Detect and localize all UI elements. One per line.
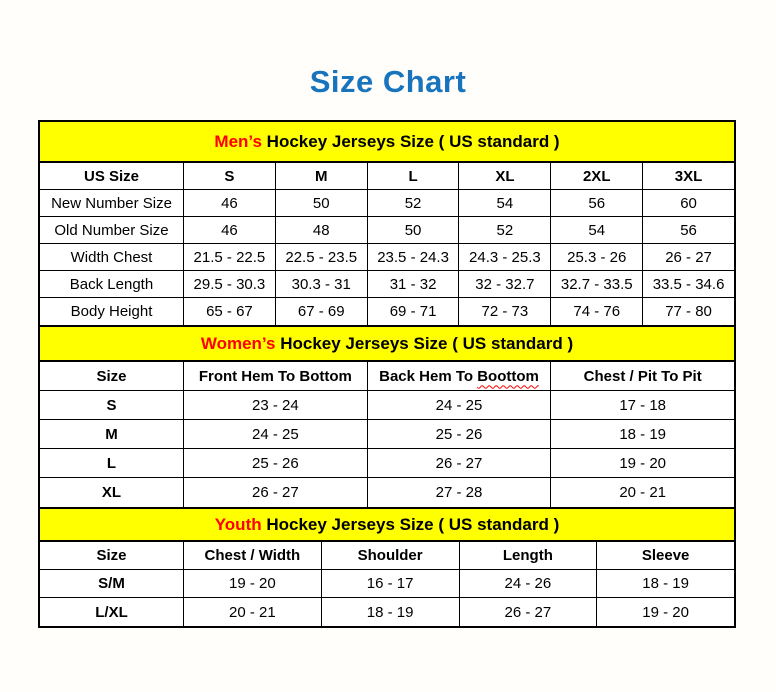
youth-cell: 18 - 19 bbox=[322, 598, 460, 626]
women-cell: 26 - 27 bbox=[184, 478, 368, 507]
youth-banner-rest: Hockey Jerseys Size ( US standard ) bbox=[261, 514, 560, 534]
youth-header-row bbox=[40, 542, 734, 570]
men-row-label: Body Height bbox=[40, 298, 184, 325]
women-cell: 18 - 19 bbox=[619, 425, 667, 443]
women-squiggle-wrap bbox=[379, 368, 539, 385]
men-cell: 67 - 69 bbox=[276, 298, 368, 325]
women-cell: 19 - 20 bbox=[619, 454, 667, 472]
youth-cell: 19 - 20 bbox=[184, 570, 322, 597]
youth-col-header-2: Shoulder bbox=[322, 542, 460, 569]
youth-row-label: L/XL bbox=[40, 598, 184, 626]
page-title: Size Chart bbox=[309, 64, 467, 99]
women-banner-rest: Hockey Jerseys Size ( US standard ) bbox=[275, 333, 574, 353]
women-row-label: M bbox=[40, 420, 184, 448]
men-cell: 56 bbox=[680, 221, 697, 239]
women-row-label: L bbox=[40, 449, 184, 477]
women-cell: 23 - 24 bbox=[184, 391, 368, 419]
women-row-3 bbox=[40, 478, 734, 507]
women-cell: 24 - 25 bbox=[368, 391, 552, 419]
men-cell: 65 - 67 bbox=[184, 298, 276, 325]
youth-row-0 bbox=[40, 570, 734, 598]
youth-cell: 26 - 27 bbox=[460, 598, 598, 626]
men-cell: 74 - 76 bbox=[551, 298, 643, 325]
youth-section bbox=[40, 507, 734, 626]
men-cell: 46 bbox=[184, 217, 276, 243]
men-cell: 32 - 32.7 bbox=[459, 271, 551, 297]
men-row-label: New Number Size bbox=[40, 190, 184, 216]
men-cell: 25.3 - 26 bbox=[551, 244, 643, 270]
men-cell: 54 bbox=[551, 217, 643, 243]
women-cell: 27 - 28 bbox=[368, 478, 552, 507]
men-cell: 52 bbox=[459, 217, 551, 243]
youth-col-header-3: Length bbox=[460, 542, 598, 569]
men-cell: 60 bbox=[680, 194, 697, 212]
men-banner-highlight: Men’s bbox=[214, 131, 262, 151]
men-cell: 29.5 - 30.3 bbox=[184, 271, 276, 297]
men-col-header-3: L bbox=[368, 163, 460, 189]
men-row-label: Old Number Size bbox=[40, 217, 184, 243]
men-cell: 48 bbox=[276, 217, 368, 243]
women-row-label: S bbox=[40, 391, 184, 419]
men-cell: 24.3 - 25.3 bbox=[459, 244, 551, 270]
women-section bbox=[40, 325, 734, 507]
women-header-row bbox=[40, 362, 734, 391]
women-cell: 24 - 25 bbox=[184, 420, 368, 448]
youth-banner-text bbox=[215, 515, 560, 535]
men-cell: 26 - 27 bbox=[665, 248, 712, 266]
men-cell: 31 - 32 bbox=[368, 271, 460, 297]
men-section bbox=[40, 122, 734, 325]
women-col-header-0: Size bbox=[40, 362, 184, 390]
youth-banner bbox=[40, 507, 734, 542]
men-cell: 77 - 80 bbox=[665, 303, 712, 320]
men-cell: 56 bbox=[551, 190, 643, 216]
men-col-header-4: XL bbox=[459, 163, 551, 189]
women-col-header-2 bbox=[368, 362, 552, 390]
men-row-0 bbox=[40, 190, 734, 217]
women-col-header-3: Chest / Pit To Pit bbox=[583, 367, 702, 385]
women-cell: 17 - 18 bbox=[619, 396, 667, 414]
youth-cell: 24 - 26 bbox=[460, 570, 598, 597]
men-col-header-1: S bbox=[184, 163, 276, 189]
men-col-header-0: US Size bbox=[40, 163, 184, 189]
men-cell: 46 bbox=[184, 190, 276, 216]
men-cell: 22.5 - 23.5 bbox=[276, 244, 368, 270]
men-row-label: Back Length bbox=[40, 271, 184, 297]
men-cell: 54 bbox=[459, 190, 551, 216]
youth-row-label: S/M bbox=[40, 570, 184, 597]
men-cell: 30.3 - 31 bbox=[276, 271, 368, 297]
women-cell: 25 - 26 bbox=[368, 420, 552, 448]
women-row-1 bbox=[40, 420, 734, 449]
youth-cell: 18 - 19 bbox=[642, 575, 689, 592]
men-row-2 bbox=[40, 244, 734, 271]
men-banner-text bbox=[214, 132, 559, 152]
men-cell: 50 bbox=[276, 190, 368, 216]
youth-cell: 19 - 20 bbox=[642, 603, 689, 621]
youth-col-header-1: Chest / Width bbox=[184, 542, 322, 569]
youth-row-1 bbox=[40, 598, 734, 626]
men-cell: 33.5 - 34.6 bbox=[652, 275, 725, 293]
men-cell: 69 - 71 bbox=[368, 298, 460, 325]
men-cell: 23.5 - 24.3 bbox=[368, 244, 460, 270]
women-cell: 25 - 26 bbox=[184, 449, 368, 477]
men-cell: 50 bbox=[368, 217, 460, 243]
men-row-4 bbox=[40, 298, 734, 325]
men-col-header-2: M bbox=[276, 163, 368, 189]
women-banner bbox=[40, 325, 734, 362]
women-banner-text bbox=[201, 334, 573, 354]
women-misspelled-word: Boottom bbox=[477, 367, 539, 385]
women-squiggle-prefix: Back Hem To bbox=[379, 367, 478, 385]
men-cell: 52 bbox=[368, 190, 460, 216]
men-cell: 32.7 - 33.5 bbox=[551, 271, 643, 297]
women-cell: 20 - 21 bbox=[619, 484, 667, 501]
men-col-header-5: 2XL bbox=[551, 163, 643, 189]
men-row-1 bbox=[40, 217, 734, 244]
women-banner-highlight: Women’s bbox=[200, 333, 276, 353]
youth-cell: 20 - 21 bbox=[184, 598, 322, 626]
women-row-label: XL bbox=[40, 478, 184, 507]
size-chart-table bbox=[38, 120, 736, 628]
men-cell: 21.5 - 22.5 bbox=[184, 244, 276, 270]
women-cell: 26 - 27 bbox=[368, 449, 552, 477]
youth-banner-highlight: Youth bbox=[214, 514, 262, 534]
men-col-header-6: 3XL bbox=[674, 167, 703, 185]
men-banner bbox=[40, 122, 734, 163]
men-cell: 72 - 73 bbox=[459, 298, 551, 325]
men-header-row bbox=[40, 163, 734, 190]
men-banner-rest: Hockey Jerseys Size ( US standard ) bbox=[261, 131, 560, 151]
youth-col-header-4: Sleeve bbox=[641, 547, 690, 564]
youth-cell: 16 - 17 bbox=[322, 570, 460, 597]
women-row-2 bbox=[40, 449, 734, 478]
men-row-label: Width Chest bbox=[40, 244, 184, 270]
women-col-header-1: Front Hem To Bottom bbox=[184, 362, 368, 390]
youth-col-header-0: Size bbox=[40, 542, 184, 569]
men-row-3 bbox=[40, 271, 734, 298]
women-row-0 bbox=[40, 391, 734, 420]
